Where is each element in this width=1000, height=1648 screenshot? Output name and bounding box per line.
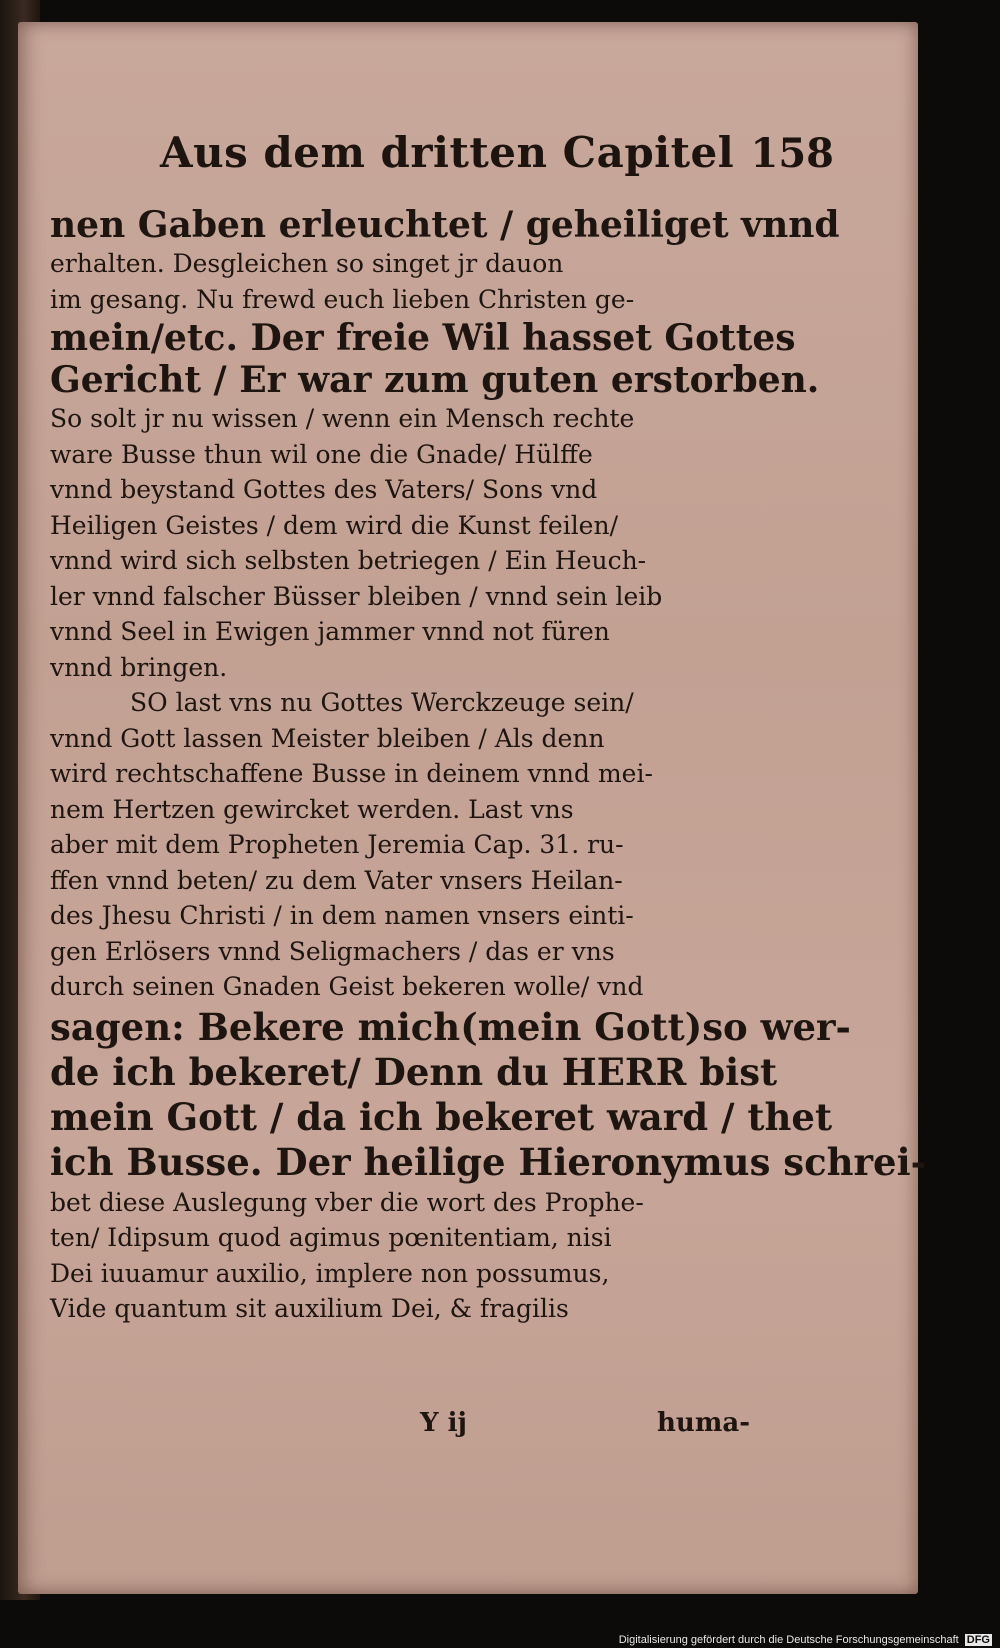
text-line: vnnd beystand Gottes des Vaters/ Sons vnd: [50, 475, 598, 504]
text-line: So solt jr nu wissen / wenn ein Mensch rechte: [50, 404, 635, 433]
digitization-credit: [619, 1634, 992, 1646]
text-line: mein Gott / da ich bekeret ward / thet: [50, 1094, 833, 1139]
text-line: vnnd wird sich selbsten betriegen / Ein Heuch-: [50, 546, 647, 575]
text-line: erhalten. Desgleichen so singet jr dauon: [50, 249, 564, 278]
text-line: Heiligen Geistes / dem wird die Kunst feilen/: [50, 510, 619, 540]
text-line: nen Gaben erleuchtet / geheiliget vnnd: [50, 204, 840, 246]
text-line: nem Hertzen gewircket werden. Last vns: [50, 794, 574, 824]
running-title: Aus dem dritten Capitel: [160, 128, 735, 177]
text-line: ffen vnnd beten/ zu dem Vater vnsers Heilan-: [50, 865, 623, 895]
text-line: vnnd bringen.: [50, 652, 228, 682]
text-line: ware Busse thun wil one die Gnade/ Hülffe: [50, 439, 593, 469]
text-line: SO last vns nu Gottes Werckzeuge sein/: [130, 688, 634, 717]
text-line: im gesang. Nu frewd euch lieben Christen ge-: [50, 284, 635, 314]
text-line: gen Erlösers vnnd Seligmachers / das er vns: [50, 936, 615, 966]
text-line: ten/ Idipsum quod agimus pœnitentiam, nisi: [50, 1223, 612, 1252]
page-header: [160, 128, 834, 177]
signature-mark: Y ij: [420, 1408, 467, 1438]
catchline: [420, 1408, 750, 1438]
body-text: [50, 204, 927, 1327]
text-line: vnnd Seel in Ewigen jammer vnnd not füren: [50, 617, 610, 646]
page-number: 158: [750, 130, 834, 177]
text-line: ich Busse. Der heilige Hieronymus schrei-: [50, 1139, 927, 1184]
text-line: des Jhesu Christi / in dem namen vnsers einti-: [50, 901, 634, 930]
dfg-logo: DFG: [966, 1634, 990, 1646]
text-line: de ich bekeret/ Denn du HERR bist: [50, 1049, 778, 1094]
text-line: Gericht / Er war zum guten erstorben.: [50, 359, 820, 401]
text-line: aber mit dem Propheten Jeremia Cap. 31. ru-: [50, 830, 624, 859]
text-line: mein/etc. Der freie Wil hasset Gottes: [50, 317, 796, 359]
text-line: ler vnnd falscher Büsser bleiben / vnnd sein leib: [50, 581, 663, 611]
text-line: Vide quantum sit auxilium Dei, & fragilis: [50, 1294, 569, 1323]
text-line: bet diese Auslegung vber die wort des Prophe-: [50, 1187, 644, 1217]
text-line: wird rechtschaffene Busse in deinem vnnd mei-: [50, 759, 653, 788]
text-line: durch seinen Gnaden Geist bekeren wolle/ vnd: [50, 972, 644, 1001]
text-line: Dei iuuamur auxilio, implere non possumus,: [50, 1258, 610, 1288]
credit-text: Digitalisierung gefördert durch die Deutsche Forschungsgemeinschaft: [618, 1634, 959, 1646]
catchword: huma-: [657, 1408, 750, 1438]
text-line: vnnd Gott lassen Meister bleiben / Als denn: [50, 723, 605, 753]
text-line: sagen: Bekere mich(mein Gott)so wer-: [50, 1004, 851, 1049]
